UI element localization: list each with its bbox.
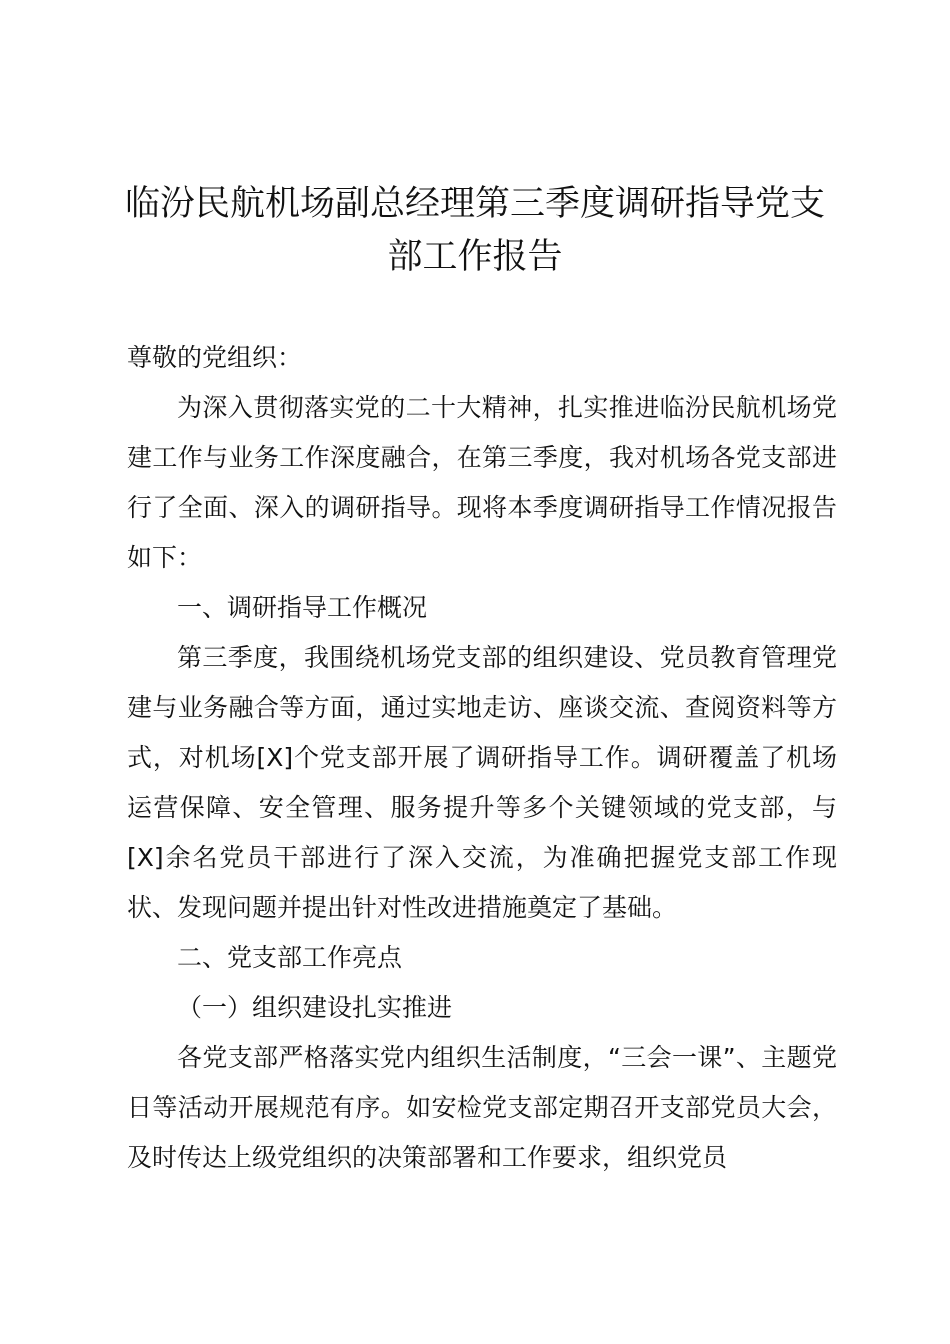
subsection-heading-organization: （一）组织建设扎实推进 (177, 993, 453, 1022)
intro-paragraph: 为深入贯彻落实党的二十大精神，扎实推进临汾民航机场党建工作与业务工作深度融合，在第三季度，我对机场各党支部进行了全面、深入的调研指导。现将本季度调研指导工作情况报告如下： (127, 393, 837, 572)
section-heading-highlights: 二、党支部工作亮点 (177, 943, 403, 972)
document-body (127, 333, 837, 1183)
document-title: 临汾民航机场副总经理第三季度调研指导党支部工作报告 (124, 184, 825, 277)
section-heading-overview: 一、调研指导工作概况 (177, 593, 428, 622)
salutation: 尊敬的党组织： (127, 343, 303, 372)
organization-paragraph: 各党支部严格落实党内组织生活制度，“三会一课”、主题党日等活动开展规范有序。如安检党支部定期召开支部党员大会，及时传达上级党组织的决策部署和工作要求，组织党员 (127, 1043, 837, 1172)
overview-paragraph: 第三季度，我围绕机场党支部的组织建设、党员教育管理党建与业务融合等方面，通过实地走访、座谈交流、查阅资料等方式，对机场[X]个党支部开展了调研指导工作。调研覆盖了机场运营保障、安全管理、服务提升等多个关键领域的党支部，与[X]余名党员干部进行了深入交流，为准确把握党支部工作现状、发现问题并提出针对性改进措施奠定了基础。 (127, 643, 837, 922)
